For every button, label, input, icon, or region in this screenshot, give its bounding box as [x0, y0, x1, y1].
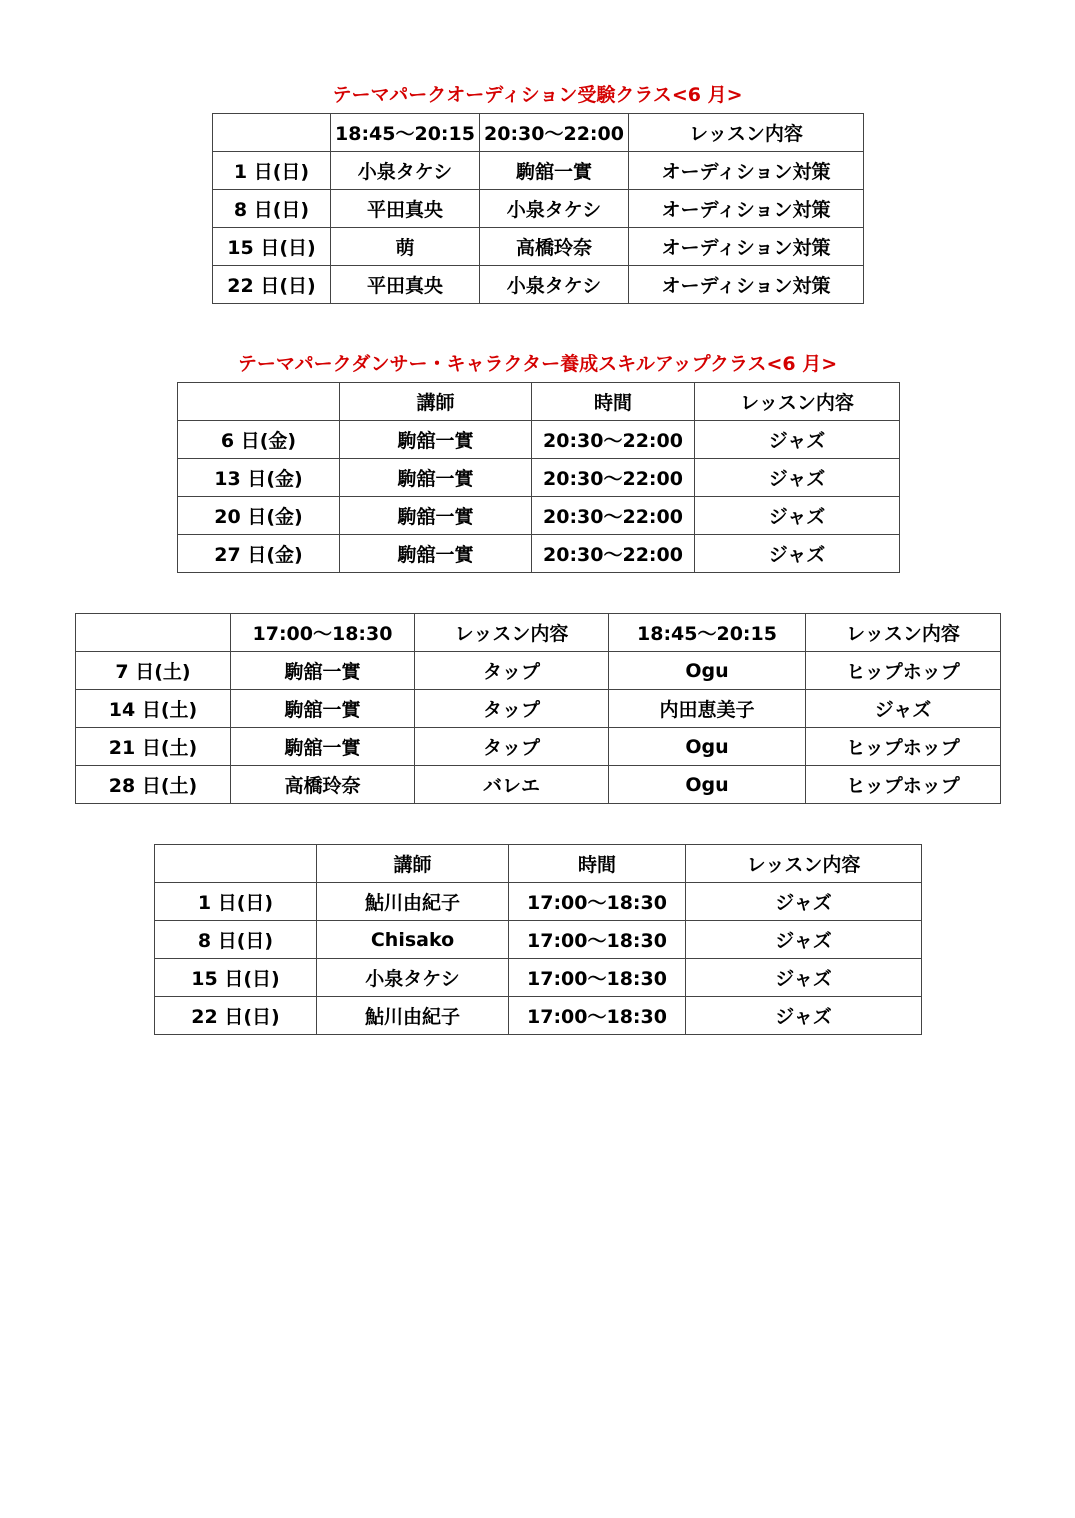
- lesson-cell: バレエ: [415, 766, 609, 804]
- instructor-cell: 鮎川由紀子: [317, 883, 509, 921]
- header-cell: 18:45～20:15: [331, 114, 480, 152]
- table-row: [213, 266, 864, 304]
- instructor-cell: 高橋玲奈: [231, 766, 415, 804]
- instructor-cell: 駒舘一實: [340, 535, 532, 573]
- instructor-cell: 小泉タケシ: [331, 152, 480, 190]
- header-cell: レッスン内容: [415, 614, 609, 652]
- header-cell: [155, 845, 317, 883]
- date-cell: 8 日(日): [213, 190, 331, 228]
- lesson-cell: ジャズ: [695, 497, 900, 535]
- time-cell: 17:00～18:30: [509, 997, 686, 1035]
- table-row: [213, 152, 864, 190]
- date-cell: 14 日(土): [76, 690, 231, 728]
- table-row: [178, 421, 900, 459]
- lesson-cell: ヒップホップ: [806, 652, 1001, 690]
- lesson-cell: ジャズ: [695, 459, 900, 497]
- table-row: [155, 921, 922, 959]
- table-row: [178, 497, 900, 535]
- saturday-class-table: [75, 613, 1001, 804]
- header-cell: [178, 383, 340, 421]
- lesson-cell: ヒップホップ: [806, 728, 1001, 766]
- instructor-cell: 駒舘一實: [340, 497, 532, 535]
- instructor-cell: 駒舘一實: [231, 652, 415, 690]
- instructor-cell: 小泉タケシ: [317, 959, 509, 997]
- lesson-cell: ジャズ: [695, 421, 900, 459]
- instructor-cell: 小泉タケシ: [480, 266, 629, 304]
- header-cell: 講師: [340, 383, 532, 421]
- date-cell: 8 日(日): [155, 921, 317, 959]
- time-cell: 17:00～18:30: [509, 959, 686, 997]
- date-cell: 7 日(土): [76, 652, 231, 690]
- lesson-cell: ジャズ: [695, 535, 900, 573]
- date-cell: 20 日(金): [178, 497, 340, 535]
- table-row: [76, 766, 1001, 804]
- instructor-cell: Ogu: [609, 652, 806, 690]
- date-cell: 1 日(日): [155, 883, 317, 921]
- table-header-row: [155, 845, 922, 883]
- skillup-class-table: [177, 382, 900, 573]
- audition-class-table: [212, 113, 864, 304]
- lesson-cell: オーディション対策: [629, 152, 864, 190]
- time-cell: 17:00～18:30: [509, 883, 686, 921]
- lesson-cell: ジャズ: [686, 921, 922, 959]
- lesson-cell: オーディション対策: [629, 266, 864, 304]
- lesson-cell: オーディション対策: [629, 190, 864, 228]
- header-cell: 17:00～18:30: [231, 614, 415, 652]
- instructor-cell: Chisako: [317, 921, 509, 959]
- header-cell: 時間: [509, 845, 686, 883]
- header-cell: [213, 114, 331, 152]
- lesson-cell: ジャズ: [686, 997, 922, 1035]
- table-row: [76, 690, 1001, 728]
- lesson-cell: タップ: [415, 728, 609, 766]
- time-cell: 20:30～22:00: [532, 535, 695, 573]
- date-cell: 27 日(金): [178, 535, 340, 573]
- instructor-cell: 平田真央: [331, 190, 480, 228]
- header-cell: レッスン内容: [695, 383, 900, 421]
- header-cell: レッスン内容: [629, 114, 864, 152]
- table-row: [213, 190, 864, 228]
- lesson-cell: タップ: [415, 652, 609, 690]
- lesson-cell: タップ: [415, 690, 609, 728]
- lesson-cell: ジャズ: [686, 883, 922, 921]
- lesson-cell: ジャズ: [806, 690, 1001, 728]
- date-cell: 28 日(土): [76, 766, 231, 804]
- instructor-cell: 駒舘一實: [231, 690, 415, 728]
- instructor-cell: 駒舘一實: [340, 421, 532, 459]
- header-cell: 20:30～22:00: [480, 114, 629, 152]
- header-cell: レッスン内容: [686, 845, 922, 883]
- sunday-jazz-table: [154, 844, 922, 1035]
- date-cell: 15 日(日): [213, 228, 331, 266]
- date-cell: 15 日(日): [155, 959, 317, 997]
- header-cell: [76, 614, 231, 652]
- table-row: [76, 728, 1001, 766]
- time-cell: 17:00～18:30: [509, 921, 686, 959]
- instructor-cell: Ogu: [609, 766, 806, 804]
- date-cell: 22 日(日): [155, 997, 317, 1035]
- instructor-cell: 平田真央: [331, 266, 480, 304]
- date-cell: 22 日(日): [213, 266, 331, 304]
- lesson-cell: オーディション対策: [629, 228, 864, 266]
- header-cell: 18:45～20:15: [609, 614, 806, 652]
- time-cell: 20:30～22:00: [532, 421, 695, 459]
- lesson-cell: ジャズ: [686, 959, 922, 997]
- table-row: [178, 459, 900, 497]
- instructor-cell: 高橋玲奈: [480, 228, 629, 266]
- header-cell: レッスン内容: [806, 614, 1001, 652]
- table-row: [76, 652, 1001, 690]
- instructor-cell: 駒舘一實: [480, 152, 629, 190]
- date-cell: 13 日(金): [178, 459, 340, 497]
- instructor-cell: 鮎川由紀子: [317, 997, 509, 1035]
- instructor-cell: 萌: [331, 228, 480, 266]
- header-cell: 時間: [532, 383, 695, 421]
- date-cell: 1 日(日): [213, 152, 331, 190]
- time-cell: 20:30～22:00: [532, 497, 695, 535]
- table-header-row: [76, 614, 1001, 652]
- instructor-cell: 内田恵美子: [609, 690, 806, 728]
- lesson-cell: ヒップホップ: [806, 766, 1001, 804]
- table-row: [155, 997, 922, 1035]
- header-cell: 講師: [317, 845, 509, 883]
- date-cell: 21 日(土): [76, 728, 231, 766]
- instructor-cell: 小泉タケシ: [480, 190, 629, 228]
- table-header-row: [178, 383, 900, 421]
- instructor-cell: Ogu: [609, 728, 806, 766]
- time-cell: 20:30～22:00: [532, 459, 695, 497]
- table-row: [213, 228, 864, 266]
- section2-title: テーマパークダンサー・キャラクター養成スキルアップクラス<6 月>: [237, 353, 838, 375]
- instructor-cell: 駒舘一實: [340, 459, 532, 497]
- date-cell: 6 日(金): [178, 421, 340, 459]
- table-header-row: [213, 114, 864, 152]
- table-row: [178, 535, 900, 573]
- section1-title: テーマパークオーディション受験クラス<6 月>: [332, 84, 743, 106]
- table-row: [155, 883, 922, 921]
- table-row: [155, 959, 922, 997]
- instructor-cell: 駒舘一實: [231, 728, 415, 766]
